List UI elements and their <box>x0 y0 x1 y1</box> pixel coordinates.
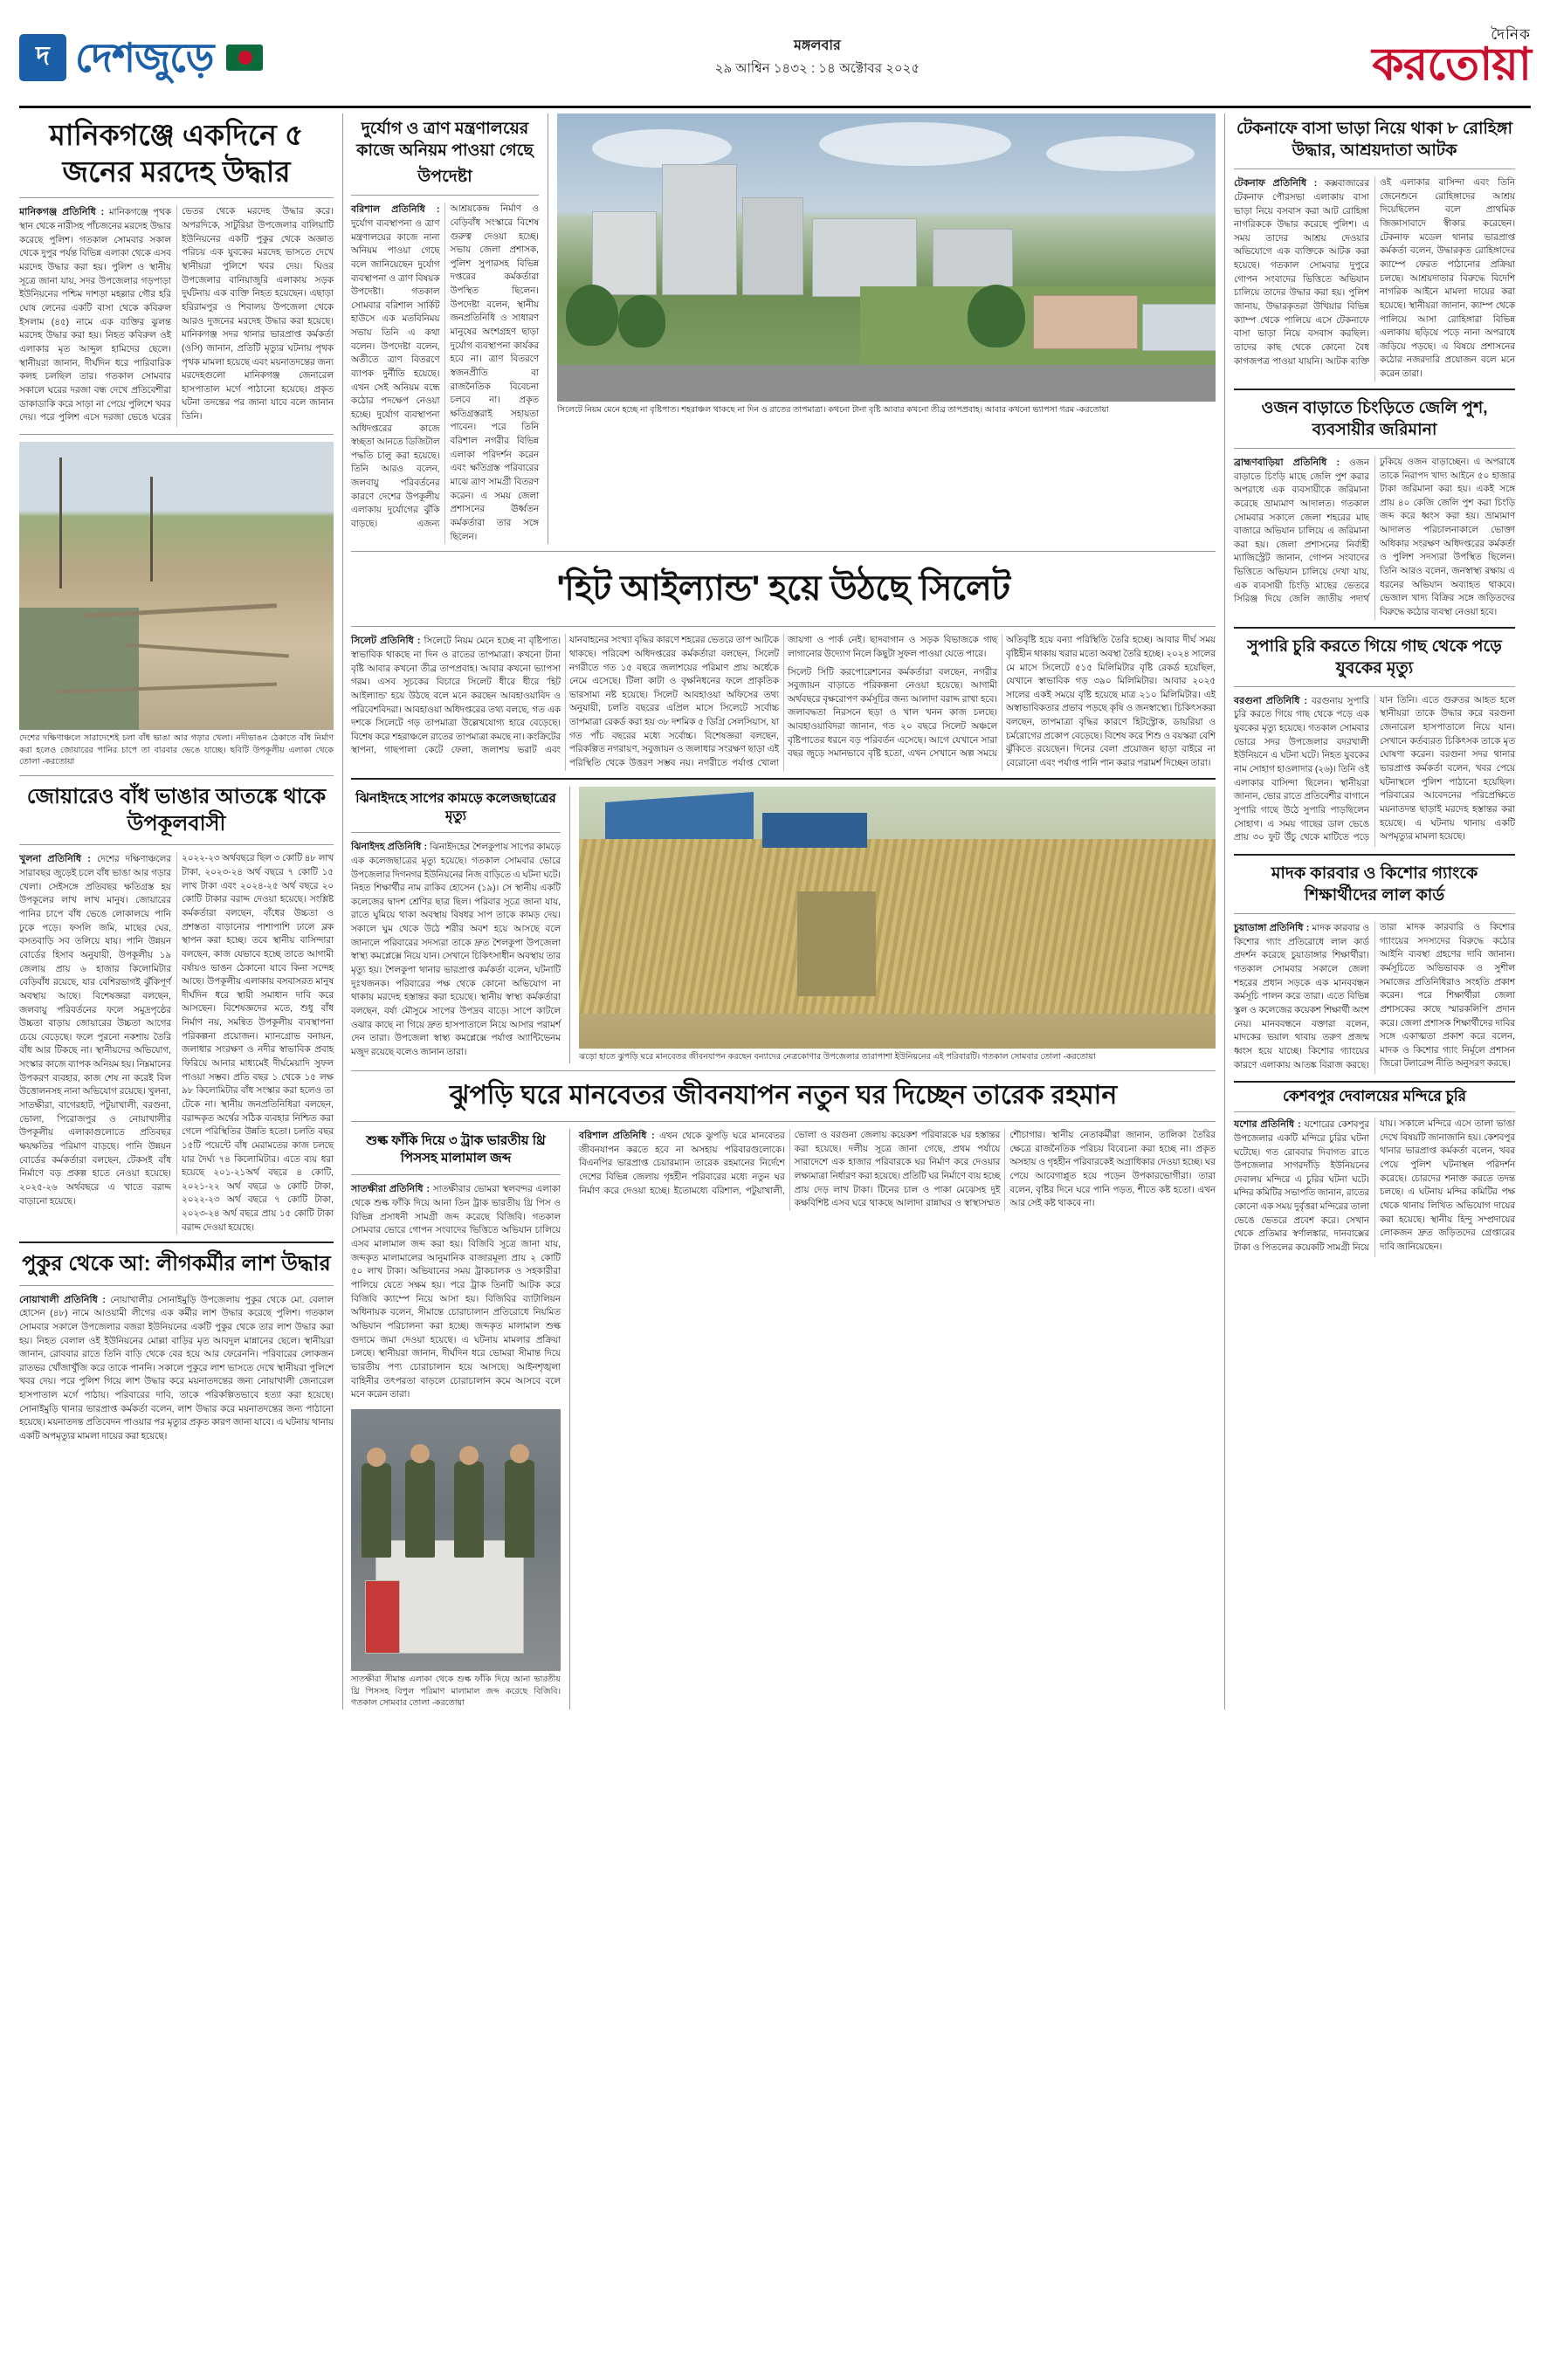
hut-living-photo <box>579 787 1216 1049</box>
second-body-text: দেশের দক্ষিণাঞ্চলের সারাবছর জুড়েই চলে বাঁধ ভাঙা আর গড়ার খেলা। সেইসঙ্গে প্রতিবছর ক্ষতিগ্রস্ত হয় উপকূলের লাখ লাখ মানুষ। জোয়ারের পানির চাপে বাঁধ ভেঙে লোকালয়ে পানি ঢুকে পড়ে। ফসলি জমি, মাছের ঘের, বসতবাড়ি সব তলিয়ে যায়। পানি উন্নয়ন বোর্ডের হিসাব অনুযায়ী, উপকূলীয় ১৯ জেলায় প্রায় ৬ হাজার কিলোমিটার বেড়িবাঁধ রয়েছে, যার বেশিরভাগই ঝুঁকিপূর্ণ অবস্থায় আছে। বিশেষজ্ঞরা বলছেন, জলবায়ু পরিবর্তনের ফলে সমুদ্রপৃষ্ঠের উচ্চতা বাড়ায় জোয়ারের উচ্চতা আগের চেয়ে বেড়েছে। ফলে পুরনো নকশায় তৈরি বাঁধ আর টিকছে না। স্থানীয়দের অভিযোগ, সংস্কার কাজে ব্যাপক অনিয়ম হয়। নিম্নমানের উপকরণ ব্যবহার, কাজ শেষ না করেই বিল উত্তোলনসহ নানা অভিযোগ রয়েছে। খুলনা, সাতক্ষীরা, বাগেরহাট, পটুয়াখালী, বরগুনা, ভোলা, পিরোজপুর ও নোয়াখালীর উপকূলীয় এলাকাগুলোতে প্রতিবছর ক্ষয়ক্ষতির পরিমাণ বাড়ছে। পানি উন্নয়ন বোর্ডের কর্মকর্তারা বলছেন, টেকসই বাঁধ নির্মাণে বড় প্রকল্প হাতে নেওয়া হয়েছে। ২০২৫-২৬ অর্থবছরে এ খাতে বরাদ্দ বাড়ানো হয়েছে। <box>19 855 171 1207</box>
lead-byline: মানিকগঞ্জ প্রতিনিধি : <box>19 207 105 218</box>
second-body-text-2: ২০২২-২৩ অর্থবছরে ছিল ৩ কোটি ৪৮ লাখ টাকা, ২০২৩-২৪ অর্থ বছরে ৭ কোটি ১৫ লাখ টাকা এবং ২০২৪-২৫ অর্থ বছরে ২০ কোটি টাকার বরাদ্দ দেওয়া হয়েছে। সংশ্লিষ্ট কর্মকর্তারা বলছেন, বাঁধের উচ্চতা ও প্রশস্ততা বাড়ানোর পাশাপাশি ঢালে ব্লক স্থাপন করা হচ্ছে। তবে স্থানীয় বাসিন্দারা বলছেন, কাজ যেভাবে হচ্ছে তাতে আগামী বর্ষায়ও ভাঙন ঠেকানো যাবে কিনা সন্দেহ আছে। উপকূলীয় এলাকায় বসবাসরত মানুষ দীর্ঘদিন ধরে স্থায়ী সমাধান দাবি করে আসছেন। বিশেষজ্ঞদের মতে, শুধু বাঁধ নির্মাণ নয়, সমন্বিত উপকূলীয় ব্যবস্থাপনা পরিকল্পনা প্রয়োজন। ম্যানগ্রোভ বনায়ন, জলাধার সংরক্ষণ ও নদীর স্বাভাবিক প্রবাহ ফিরিয়ে আনার মাধ্যমেই দীর্ঘমেয়াদি সুফল পাওয়া সম্ভব। প্রতি বছর ১ থেকে ১৫ লক্ষ ৯৮ কিলোমিটার বাঁধ সংস্কার করা হলেও তা টেকে না। স্থানীয় জনপ্রতিনিধিরা বলছেন, বরাদ্দকৃত অর্থের সঠিক ব্যবহার নিশ্চিত করা গেলে পরিস্থিতির উন্নতি হতো। চলতি বছর ১৫টি পয়েন্টে বাঁধ মেরামতের কাজ চলছে যার দৈর্ঘ্য ৭৪ কিলোমিটার। এতে ব্যয় ধরা হয়েছে ২০১-২১অর্থ বছরে ৪ কোটি, ২০২১-২২ অর্থ বছরে ৬ কোটি টাকা, ২০২২-২৩ অর্থ বছরে ৭ কোটি টাকা, ২০২৩-২৪ অর্থ বছরে প্রায় ১৫ কোটি টাকা বরাদ্দ দেওয়া হয়েছে। <box>182 854 334 1233</box>
seized-goods-caption: সাতক্ষীরা সীমান্ত এলাকা থেকে শুল্ক ফাঁকি দিয়ে আনা ভারতীয় থ্রি পিসসহ বিপুল পরিমাণ মালামাল জব্দ করেছে বিজিবি। গতকাল সোমবার তোলা -করতোয়া <box>351 1674 561 1709</box>
snake-byline: ঝিনাইদহ প্রতিনিধি : <box>351 842 428 853</box>
tarek-housing-body-text: এখন থেকে ঝুপড়ি ঘরে মানবেতর জীবনযাপন করতে হবে না অসহায় পরিবারগুলোকে। বিএনপির ভারপ্রাপ্ত চেয়ারম্যান তারেক রহমানের নির্দেশে দেশের বিভিন্ন জেলায় গৃহহীন পরিবারের মধ্যে নতুন ঘর নির্মাণ করে দেওয়া হচ্ছে। ইতোমধ্যে বরিশাল, পটুয়াখালী, ভোলা ও বরগুনা জেলায় কয়েকশ পরিবারকে ঘর হস্তান্তর করা হয়েছে। দলীয় সূত্রে জানা গেছে, প্রথম পর্যায়ে সারাদেশে এক হাজার পরিবারকে ঘর নির্মাণ করে দেওয়ার লক্ষ্যমাত্রা নির্ধারণ করা হয়েছে। প্রতিটি ঘর নির্মাণে ব্যয় হচ্ছে প্রায় দেড় লাখ টাকা। টিনের চাল ও পাকা মেঝেসহ দুই কক্ষবিশিষ্ট এসব ঘরে থাকছে আলাদা রান্নাঘর ও স্বাস্থ্যসম্মত শৌচাগার। স্থানীয় নেতাকর্মীরা জানান, তালিকা তৈরির ক্ষেত্রে রাজনৈতিক পরিচয় বিবেচনা করা হচ্ছে না। প্রকৃত অসহায় ও গৃহহীন পরিবারকেই অগ্রাধিকার দেওয়া হচ্ছে। ঘর পেয়ে আবেগাপ্লুত হয়ে পড়েন উপকারভোগীরা। তারা বলেন, বৃষ্টির দিনে ঘরে পানি পড়ত, শীতে কষ্ট হতো। এখন আর সেই কষ্ট থাকবে না। <box>579 1130 1216 1209</box>
temple-theft-byline: যশোর প্রতিনিধি : <box>1234 1119 1301 1131</box>
weekday: মঙ্গলবার <box>794 38 841 54</box>
temple-theft-body <box>1234 1118 1515 1256</box>
snake-body <box>351 840 561 1059</box>
tarek-housing-byline: বরিশাল প্রতিনিধি : <box>579 1130 655 1141</box>
paper-name: করতোয়া <box>1372 39 1531 90</box>
temple-theft-headline: কেশবপুর দেবালয়ের মন্দিরে চুরি <box>1234 1081 1515 1112</box>
red-card-body-text: মাদক কারবার ও কিশোর গ্যাং প্রতিরোধে লাল কার্ড প্রদর্শন করেছে চুয়াডাঙ্গার শিক্ষার্থীরা। গতকাল সোমবার সকালে জেলা শহরের প্রধান সড়কে এক মানববন্ধন কর্মসূচি পালন করে তারা। এতে বিভিন্ন স্কুল ও কলেজের কয়েকশ শিক্ষার্থী অংশ নেয়। মানববন্ধনে বক্তারা বলেন, মাদকের ভয়াল থাবায় তরুণ প্রজন্ম ধ্বংস হয়ে যাচ্ছে। কিশোর গ্যাংয়ের কারণে এলাকায় আতঙ্ক বিরাজ করছে। তারা মাদক কারবারি ও কিশোর গ্যাংয়ের সদস্যদের বিরুদ্ধে কঠোর আইনি ব্যবস্থা গ্রহণের দাবি জানান। কর্মসূচিতে অভিভাবক ও সুশীল সমাজের প্রতিনিধিরাও সংহতি প্রকাশ করেন। পরে শিক্ষার্থীরা জেলা প্রশাসকের কাছে স্মারকলিপি প্রদান করে। জেলা প্রশাসক শিক্ষার্থীদের দাবির সঙ্গে একাত্মতা প্রকাশ করে বলেন, মাদক ও কিশোর গ্যাং নির্মূলে প্রশাসন জিরো টলারেন্স নীতি অনুসরণ করছে। <box>1234 923 1515 1070</box>
rohingya-body <box>1234 176 1515 382</box>
masthead <box>19 16 1531 108</box>
rohingya-headline: টেকনাফে বাসা ভাড়া নিয়ে থাকা ৮ রোহিঙ্গা উদ্ধার, আশ্রয়দাতা আটক <box>1236 120 1513 161</box>
third-byline: নোয়াখালী প্রতিনিধি : <box>19 1294 106 1305</box>
right-column <box>1224 113 1515 1709</box>
middle-column <box>342 113 1216 1709</box>
masthead-date-block <box>715 34 920 80</box>
lead-body-text: মানিকগঞ্জে পৃথক স্থান থেকে নারীসহ পাঁচজনের মরদেহ উদ্ধার করেছে পুলিশ। গতকাল সোমবার সকাল থেকে দুপুর পর্যন্ত বিভিন্ন এলাকা থেকে এসব মরদেহ উদ্ধার করা হয়। পুলিশ ও স্থানীয় সূত্রে জানা যায়, সদর উপজেলার গড়পাড়া ইউনিয়নের পশ্চিম দাশড়া মহল্লার গৌর হরি ঘোষ লেনের একটি বাসা থেকে কবিরুল ইসলাম (৪৫) নামে এক ব্যক্তির ঝুলন্ত মরদেহ উদ্ধার করা হয়। নিহত কবিরুল ওই এলাকার মৃত আব্দুল হামিদের ছেলে। স্থানীয়রা জানান, দীর্ঘদিন ধরে পারিবারিক কলহ চলছিল তার। গতকাল সোমবার সকালে ঘরের দরজা বন্ধ দেখে প্রতিবেশীরা ডাকাডাকি করে সাড়া না পেয়ে পুলিশে খবর দেয়। পরে পুলিশ এসে দরজা ভেঙে ঘরের ভেতর থেকে মরদেহ উদ্ধার করে। অপরদিকে, সাটুরিয়া উপজেলার বালিয়াটি ইউনিয়নের একটি পুকুর থেকে অজ্ঞাত পরিচয় এক যুবকের মরদেহ ভাসতে দেখে স্থানীয়রা পুলিশে খবর দেয়। ঘিওর উপজেলার বানিয়াজুরি এলাকায় সড়ক দুর্ঘটনায় এক ব্যক্তি নিহত হয়েছেন। এছাড়া হরিরামপুর ও শিবালয় উপজেলা থেকে আরও দুজনের মরদেহ উদ্ধার করা হয়েছে। মানিকগঞ্জ সদর থানার ভারপ্রাপ্ত কর্মকর্তা (ওসি) জানান, প্রতিটি মৃত্যুর ঘটনায় পৃথক পৃথক মামলা হয়েছে এবং ময়নাতদন্তের জন্য মরদেহগুলো মানিকগঞ্জ জেনারেল হাসপাতাল মর্গে পাঠানো হয়েছে। প্রকৃত ঘটনা তদন্তের পর জানা যাবে বলে জানান তিনি। <box>19 207 334 423</box>
tarek-housing-headline: ঝুপড়ি ঘরে মানবেতর জীবনযাপন নতুন ঘর দিচ্ছেন তারেক রহমান <box>449 1081 1118 1111</box>
temple-theft-body-text: যশোরের কেশবপুর উপজেলার একটি মন্দিরে চুরির ঘটনা ঘটেছে। গত রোববার দিবাগত রাতে উপজেলার সাগরদাঁড়ি ইউনিয়নের দেবালয় মন্দিরে এ চুরির ঘটনা ঘটে। মন্দির কমিটির সভাপতি জানান, রাতের কোনো এক সময় দুর্বৃত্তরা মন্দিরের তালা ভেঙে ভেতরে প্রবেশ করে। সেখান থেকে প্রতিমার স্বর্ণালঙ্কার, দানবাক্সের টাকা ও পিতলের কয়েকটি সামগ্রী নিয়ে যায়। সকালে মন্দিরে এসে তালা ভাঙা দেখে বিষয়টি জানাজানি হয়। কেশবপুর থানার ভারপ্রাপ্ত কর্মকর্তা বলেন, খবর পেয়ে পুলিশ ঘটনাস্থল পরিদর্শন করেছে। চোরদের শনাক্ত করতে তদন্ত চলছে। এ ঘটনায় মন্দির কমিটির পক্ষ থেকে থানায় লিখিত অভিযোগ দায়ের করা হয়েছে। স্থানীয় হিন্দু সম্প্রদায়ের লোকজন দ্রুত জড়িতদের গ্রেপ্তারের দাবি জানিয়েছেন। <box>1234 1119 1515 1254</box>
second-headline: জোয়ারেও বাঁধ ভাঙার আতঙ্কে থাকে উপকূলবাসী <box>26 785 327 836</box>
third-article-body <box>19 1293 334 1444</box>
snake-story <box>351 787 561 1064</box>
river-erosion-photo <box>19 442 334 730</box>
betelnut-fall-body-text: বরগুনায় সুপারি চুরি করতে গিয়ে গাছ থেকে পড়ে এক যুবকের মৃত্যু হয়েছে। গতকাল সোমবার ভোরে সদর উপজেলার বদরখালী ইউনিয়নে এ ঘটনা ঘটে। নিহত যুবকের নাম সোহাগ হাওলাদার (২৬)। তিনি ওই এলাকার বাসিন্দা ছিলেন। স্থানীয়রা জানান, ভোর রাতে প্রতিবেশীর বাগানে সুপারি গাছে উঠে সুপারি পাড়ছিলেন সোহাগ। এ সময় গাছের ডাল ভেঙে প্রায় ৩০ ফুট উঁচু থেকে মাটিতে পড়ে যান তিনি। এতে গুরুতর আহত হলে স্থানীয়রা তাকে উদ্ধার করে বরগুনা জেনারেল হাসপাতালে নিয়ে যান। সেখানে কর্তব্যরত চিকিৎসক তাকে মৃত ঘোষণা করেন। বরগুনা সদর থানার ভারপ্রাপ্ত কর্মকর্তা বলেন, খবর পেয়ে ঘটনাস্থলে পুলিশ পাঠানো হয়েছিল। পরিবারের আবেদনের পরিপ্রেক্ষিতে ময়নাতদন্ত ছাড়াই মরদেহ হস্তান্তর করা হয়েছে। এ ঘটনায় থানায় একটি অপমৃত্যুর মামলা হয়েছে। <box>1234 695 1515 843</box>
shrimp-jelly-body-text: ওজন বাড়াতে চিংড়ি মাছে জেলি পুশ করার অপরাধে এক ব্যবসায়ীকে জরিমানা করেছে ভ্রাম্যমাণ আদালত। গতকাল সোমবার সকালে জেলা শহরের মাছ বাজারে অভিযান চালিয়ে এ জরিমানা করা হয়। জেলা প্রশাসনের নির্বাহী ম্যাজিস্ট্রেট জানান, গোপন সংবাদের ভিত্তিতে অভিযান চালিয়ে দেখা যায়, এক ব্যবসায়ী চিংড়ি মাছের ভেতরে সিরিঞ্জ দিয়ে জেলি জাতীয় পদার্থ ঢুকিয়ে ওজন বাড়াচ্ছেন। এ অপরাধে তাকে নিরাপদ খাদ্য আইনে ৫০ হাজার টাকা জরিমানা করা হয়। একই সঙ্গে প্রায় ৪০ কেজি জেলি পুশ করা চিংড়ি জব্দ করে ধ্বংস করা হয়। ভ্রাম্যমাণ আদালত পরিচালনাকালে ভোক্তা অধিকার সংরক্ষণ অধিদপ্তরের কর্মকর্তা ও পুলিশ সদস্যরা উপস্থিত ছিলেন। তিনি আরও বলেন, জনস্বাস্থ্য রক্ষায় এ ধরনের অভিযান অব্যাহত থাকবে। ভেজাল খাদ্য বিক্রির সঙ্গে জড়িতদের বিরুদ্ধে কঠোর ব্যবস্থা নেওয়া হবে। <box>1234 457 1515 617</box>
seizure-story <box>351 1129 561 1709</box>
flag-icon <box>226 45 263 71</box>
left-column <box>19 113 334 1709</box>
red-card-byline: চুয়াডাঙ্গা প্রতিনিধি : <box>1234 923 1310 934</box>
hut-photo-caption: ঝড়ো হাতে ঝুপড়ি ঘরে মানবেতর জীবনযাপন করছেন বন্যাদের নেত্রকোণার উপজেলার তারাপাশা ইউনিয়নের এই পরিবারটি। গতকাল সোমবার তোলা -করতোয়া <box>579 1051 1096 1062</box>
masthead-right <box>1372 26 1531 90</box>
third-headline: পুকুর থেকে আ: লীগকর্মীর লাশ উদ্ধার <box>22 1252 331 1276</box>
seizure-body <box>351 1182 561 1401</box>
date-line: ২৯ আশ্বিন ১৪৩২ : ১৪ অক্টোবর ২০২৫ <box>714 61 920 77</box>
lead-article-body <box>19 205 334 426</box>
seizure-byline: সাতক্ষীরা প্রতিনিধি : <box>351 1184 431 1195</box>
rohingya-byline: টেকনাফ প্রতিনিধি : <box>1234 178 1318 189</box>
shrimp-jelly-headline: ওজন বাড়াতে চিংড়িতে জেলি পুশ, ব্যবসায়ীর জরিমানা <box>1261 398 1488 439</box>
river-photo-caption: দেশের দক্ষিণাঞ্চলে সারাদেশেই চলা বাঁধ ভাঙা আর গড়ার খেলা। নদীভাঙন ঠেকাতে বাঁধ নির্মাণ করা হলেও জোয়ারের পানির চাপে তা বারবার ভেঙে যাচ্ছে। ছবিটি উপকূলীয় এলাকা থেকে তোলা -করতোয়া <box>19 733 334 767</box>
heat-island-body-text: সিলেটে নিয়ম মেনে হচ্ছে না বৃষ্টিপাত। স্বাভাবিক থাকছে না দিন ও রাতের তাপমাত্রা। কখনো টানা বৃষ্টি আবার কখনো তীব্র তাপপ্রবাহ। আবার কখনো ভ্যাপসা গরম। এসব সূচকের বিচারে সিলেট ধীরে ধীরে 'হিট আইল্যান্ড' হয়ে উঠছে বলে মনে করছেন আবহাওয়াবিদ ও পরিবেশবিদরা। আবহাওয়া অধিদপ্তরের তথ্য বলছে, গত এক দশকে সিলেটে গড় তাপমাত্রা উল্লেখযোগ্য হারে বেড়েছে। বিশেষ করে শহরাঞ্চলে রাতের তাপমাত্রা কমছে না। কংক্রিটের স্থাপনা, গাছপালা কেটে ফেলা, জলাশয় ভরাট এবং যানবাহনের সংখ্যা বৃদ্ধির কারণে শহরের ভেতরে তাপ আটকে থাকছে। পরিবেশ অধিদপ্তরের কর্মকর্তারা বলছেন, সিলেট নগরীতে গত ১৫ বছরে জলাশয়ের পরিমাণ প্রায় অর্ধেকে নেমে এসেছে। টিলা কাটা ও বৃক্ষনিধনের ফলে প্রাকৃতিক ভারসাম্য নষ্ট হয়েছে। সিলেট আবহাওয়া অফিসের তথ্য অনুযায়ী, চলতি বছরের এপ্রিল মাসে সিলেটে সর্বোচ্চ তাপমাত্রা রেকর্ড করা হয় ৩৮ দশমিক ৫ ডিগ্রি সেলসিয়াস, যা গত পাঁচ বছরের মধ্যে সর্বোচ্চ। বিশেষজ্ঞরা বলছেন, পরিকল্পিত নগরায়ণ, সবুজায়ন ও জলাধার সংরক্ষণ ছাড়া এই পরিস্থিতি থেকে উত্তরণ সম্ভব নয়। নগরীতে পর্যাপ্ত খোলা জায়গা ও পার্ক নেই। ছাদবাগান ও সড়ক বিভাজকে গাছ লাগানোর উদ্যোগ নিলে কিছুটা সুফল পাওয়া যেতে পারে। <box>351 636 997 769</box>
rohingya-body-text: কক্সবাজারের টেকনাফ পৌরসভা এলাকায় বাসা ভাড়া নিয়ে বসবাস করা আট রোহিঙ্গা নাগরিককে উদ্ধার করেছে পুলিশ। এ সময় তাদের আশ্রয় দেওয়ার অভিযোগে এক ব্যক্তিকে আটক করা হয়েছে। গতকাল সোমবার দুপুরে গোপন সংবাদের ভিত্তিতে অভিযান চালিয়ে তাদের উদ্ধার করা হয়। পুলিশ জানায়, উদ্ধারকৃতরা উখিয়ার বিভিন্ন ক্যাম্প থেকে পালিয়ে এসে টেকনাফে বাসা ভাড়া নিয়ে বসবাস করছিল। তাদের কাছ থেকে কোনো বৈধ কাগজপত্র পাওয়া যায়নি। আটক ব্যক্তি ওই এলাকার বাসিন্দা এবং তিনি জেনেশুনে রোহিঙ্গাদের আশ্রয় দিয়েছিলেন বলে প্রাথমিক জিজ্ঞাসাবাদে স্বীকার করেছেন। টেকনাফ মডেল থানার ভারপ্রাপ্ত কর্মকর্তা বলেন, উদ্ধারকৃত রোহিঙ্গাদের ক্যাম্পে ফেরত পাঠানোর প্রক্রিয়া চলছে। আশ্রয়দাতার বিরুদ্ধে বিদেশি নাগরিক আইনে মামলা দায়ের করা হয়েছে। স্থানীয়রা জানান, ক্যাম্প থেকে পালিয়ে আসা রোহিঙ্গারা বিভিন্ন এলাকায় ছড়িয়ে পড়ে নানা অপরাধে জড়িয়ে পড়ছে। এ বিষয়ে প্রশাসনের কঠোর নজরদারি প্রয়োজন বলে মনে করেন তারা। <box>1234 178 1515 380</box>
heat-island-headline: 'হিট আইল্যান্ড' হয়ে উঠছে সিলেট <box>556 569 1010 609</box>
heat-island-body-text-2: সিলেট সিটি করপোরেশনের কর্মকর্তারা বলছেন, নগরীর সবুজায়ন বাড়াতে পরিকল্পনা নেওয়া হয়েছে। আগামী অর্থবছরে বৃক্ষরোপণ কর্মসূচির জন্য আলাদা বরাদ্দ রাখা হবে। জলাবদ্ধতা নিরসনে ছড়া ও খাল খনন কাজ চলছে। আবহাওয়াবিদরা জানান, গত ২০ বছরে সিলেট অঞ্চলে বৃষ্টিপাতের ধরনে বড় পরিবর্তন এসেছে। আগে যেখানে সারা বছর জুড়ে সমানভাবে বৃষ্টি হতো, এখন সেখানে অল্প সময়ে অতিবৃষ্টি হয়ে বন্যা পরিস্থিতি তৈরি হচ্ছে। আবার দীর্ঘ সময় বৃষ্টিহীন থাকায় খরার মতো অবস্থা তৈরি হচ্ছে। ২০২৪ সালের মে মাসে সিলেটে ৫১৫ মিলিমিটার বৃষ্টি রেকর্ড হয়েছিল, যেখানে স্বাভাবিক গড় ৩৯০ মিলিমিটার। আবার ২০২৫ সালের একই সময়ে বৃষ্টি হয়েছে মাত্র ২১০ মিলিমিটার। এই অস্বাভাবিকতার প্রভাব পড়ছে কৃষি ও জনস্বাস্থ্যে। চিকিৎসকরা বলছেন, তাপমাত্রা বৃদ্ধির কারণে হিটস্ট্রোক, ডায়রিয়া ও চর্মরোগের প্রকোপ বেড়েছে। বিশেষ করে শিশু ও বয়স্করা বেশি ঝুঁকিতে রয়েছেন। দিনের বেলা প্রয়োজন ছাড়া বাইরে না বেরোনো এবং পর্যাপ্ত পানি পান করার পরামর্শ দিচ্ছেন তারা। <box>788 636 1216 769</box>
betelnut-fall-byline: বরগুনা প্রতিনিধি : <box>1234 695 1308 706</box>
heat-island-body <box>351 634 1216 770</box>
page-content <box>19 113 1531 1709</box>
heat-island-byline: সিলেট প্রতিনিধি : <box>351 636 421 647</box>
city-photo-block <box>548 113 1216 544</box>
section-brand: দেশজুড়ে <box>75 34 214 80</box>
shrimp-jelly-byline: ব্রাহ্মণবাড়িয়া প্রতিনিধি : <box>1234 457 1340 468</box>
relief-body <box>351 203 539 544</box>
seizure-body-text: সাতক্ষীরার ভোমরা স্থলবন্দর এলাকা থেকে শুল্ক ফাঁকি দিয়ে আনা তিন ট্রাক ভারতীয় থ্রি পিস ও বিভিন্ন প্রসাধনী সামগ্রী জব্দ করেছে বিজিবি। গতকাল সোমবার ভোরে গোপন সংবাদের ভিত্তিতে অভিযান চালিয়ে এসব মালামাল জব্দ করা হয়। বিজিবি সূত্রে জানা যায়, জব্দকৃত মালামালের আনুমানিক বাজারমূল্য প্রায় ২ কোটি ৫০ লাখ টাকা। অভিযানের সময় ট্রাকচালক ও সহকারীরা পালিয়ে যেতে সক্ষম হয়। পরে ট্রাক তিনটি আটক করে বিজিবি ক্যাম্পে নিয়ে আসা হয়। বিজিবির ব্যাটালিয়ন অধিনায়ক বলেন, সীমান্তে চোরাচালান প্রতিরোধে নিয়মিত অভিযান পরিচালনা করা হচ্ছে। জব্দকৃত মালামাল শুল্ক গুদামে জমা দেওয়া হয়েছে। এ ঘটনায় মামলার প্রক্রিয়া চলছে। স্থানীয়রা জানান, দীর্ঘদিন ধরে ভোমরা সীমান্ত দিয়ে ভারতীয় পণ্য চোরাচালান হয়ে আসছে। আইনশৃঙ্খলা বাহিনীর তৎপরতা বাড়লে চোরাচালান কমে আসবে বলে মনে করেন তারা। <box>351 1185 561 1400</box>
relief-ministry-story <box>351 113 539 544</box>
betelnut-fall-headline: সুপারি চুরি করতে গিয়ে গাছ থেকে পড়ে যুবকের মৃত্যু <box>1247 636 1502 678</box>
third-body-text: নোয়াখালীর সোনাইমুড়ি উপজেলায় পুকুর থেকে মো. বেলাল হোসেন (৪৮) নামে আওয়ামী লীগের এক কর্মীর লাশ উদ্ধার করেছে পুলিশ। গতকাল সোমবার সকালে উপজেলার বজরা ইউনিয়নের একটি পুকুর থেকে তার লাশ উদ্ধার করা হয়। নিহত বেলাল ওই ইউনিয়নের মোল্লা বাড়ির মৃত আবদুল মান্নানের ছেলে। স্থানীয়রা জানান, রোববার রাতে তিনি বাড়ি থেকে বের হয়ে আর ফেরেননি। পরিবারের লোকজন রাতভর খোঁজাখুঁজি করে তাকে পাননি। সকালে পুকুরে লাশ ভাসতে দেখে স্থানীয়রা পুলিশে খবর দেয়। পরে পুলিশ গিয়ে লাশ উদ্ধার করে ময়নাতদন্তের জন্য নোয়াখালী জেনারেল হাসপাতাল মর্গে পাঠায়। পরিবারের দাবি, তাকে পরিকল্পিতভাবে হত্যা করা হয়েছে। সোনাইমুড়ি থানার ভারপ্রাপ্ত কর্মকর্তা বলেন, লাশ উদ্ধার করে ময়নাতদন্তের জন্য পাঠানো হয়েছে। ময়নাতদন্ত প্রতিবেদন পাওয়ার পর মৃত্যুর প্রকৃত কারণ জানা যাবে। এ ঘটনায় থানায় একটি অপমৃত্যুর মামলা দায়ের করা হয়েছে। <box>19 1295 334 1442</box>
relief-kicker: দুর্যোগ ও ত্রাণ মন্ত্রণালয়ের কাজে অনিয়ম পাওয়া গেছে <box>356 120 534 161</box>
snake-body-text: ঝিনাইদহের শৈলকুপায় সাপের কামড়ে এক কলেজছাত্রের মৃত্যু হয়েছে। গতকাল সোমবার ভোরে উপজেলার দিগনগর ইউনিয়নের নিজ বাড়িতে এ ঘটনা ঘটে। নিহত শিক্ষার্থীর নাম রাকিব হোসেন (১৯)। সে স্থানীয় একটি কলেজের দ্বাদশ শ্রেণির ছাত্র ছিল। পরিবার সূত্রে জানা যায়, রাতে ঘুমিয়ে থাকা অবস্থায় বিষধর সাপ তাকে কামড় দেয়। সকালে ঘুম থেকে উঠে শরীর অবশ হয়ে আসছে বলে জানালে পরিবারের সদস্যরা তাকে দ্রুত শৈলকুপা উপজেলা স্বাস্থ্য কমপ্লেক্সে নিয়ে যান। সেখানে চিকিৎসাধীন অবস্থায় তার মৃত্যু হয়। শৈলকুপা থানার ভারপ্রাপ্ত কর্মকর্তা বলেন, ঘটনাটি দুঃখজনক। পরিবারের পক্ষ থেকে কোনো অভিযোগ না থাকায় মরদেহ হস্তান্তর করা হয়েছে। স্থানীয় স্বাস্থ্য কর্মকর্তারা বলছেন, বর্ষা মৌসুমে সাপের উপদ্রব বাড়ে। সাপে কাটলে ওঝার কাছে না গিয়ে দ্রুত হাসপাতালে নিয়ে আসার পরামর্শ দেন তারা। উপজেলা স্বাস্থ্য কমপ্লেক্সে পর্যাপ্ত অ্যান্টিভেনম মজুদ রয়েছে বলেও জানান তারা। <box>351 843 561 1057</box>
paper-prefix: দৈনিক <box>1491 26 1531 43</box>
tarek-housing-body <box>579 1129 1216 1211</box>
relief-kicker-2: উপদেষ্টা <box>417 168 472 187</box>
seized-goods-photo <box>351 1409 561 1671</box>
masthead-left <box>19 34 263 81</box>
shrimp-jelly-body <box>1234 456 1515 620</box>
city-photo-caption: সিলেটে নিয়ম মেনে হচ্ছে না বৃষ্টিপাত। শহরাঞ্চল থাকছে না দিন ও রাতের তাপমাত্রা। কথনো টানা বৃষ্টি আবার কখনো তীব্র তাপপ্রবাহ। আবার কখনো ভ্যাপসা গরম -করতোয়া <box>557 405 1109 415</box>
relief-byline: বরিশাল প্রতিনিধি : <box>351 204 440 216</box>
hut-photo-block <box>569 787 1216 1064</box>
sylhet-cityscape-photo <box>557 113 1216 402</box>
snake-kicker: ঝিনাইদহে সাপের কামড়ে কলেজছাত্রের মৃত্যু <box>355 790 556 823</box>
seizure-kicker: শুল্ক ফাঁকি দিয়ে ৩ ট্রাক ভারতীয় থ্রি পিসসহ মালামাল জব্দ <box>366 1132 546 1166</box>
red-card-headline: মাদক কারবার ও কিশোর গ্যাংকে শিক্ষার্থীদের লাল কার্ড <box>1271 863 1478 905</box>
betelnut-fall-body <box>1234 694 1515 847</box>
relief-body-text: দুর্যোগ ব্যবস্থাপনা ও ত্রাণ মন্ত্রণালয়ের কাজে নানা অনিয়ম পাওয়া গেছে বলে জানিয়েছেন দুর্যোগ ব্যবস্থাপনা ও ত্রাণ বিষয়ক উপদেষ্টা। গতকাল সোমবার বরিশাল সার্কিট হাউসে এক মতবিনিময় সভায় তিনি এ কথা বলেন। উপদেষ্টা বলেন, অতীতে ত্রাণ বিতরণে ব্যাপক দুর্নীতি হয়েছে। এখন সেই অনিয়ম বন্ধে কঠোর পদক্ষেপ নেওয়া হচ্ছে। দুর্যোগ ব্যবস্থাপনা অধিদপ্তরের কাজে স্বচ্ছতা আনতে ডিজিটাল পদ্ধতি চালু করা হয়েছে। তিনি আরও বলেন, জলবায়ু পরিবর্তনের কারণে দেশের উপকূলীয় এলাকায় দুর্যোগের ঝুঁকি বাড়ছে। এজন্য আশ্রয়কেন্দ্র নির্মাণ ও বেড়িবাঁধ সংস্কারে বিশেষ গুরুত্ব দেওয়া হচ্ছে। সভায় জেলা প্রশাসক, পুলিশ সুপারসহ বিভিন্ন দপ্তরের কর্মকর্তারা উপস্থিত ছিলেন। উপদেষ্টা বলেন, স্থানীয় জনপ্রতিনিধি ও সাধারণ মানুষের অংশগ্রহণ ছাড়া দুর্যোগ ব্যবস্থাপনা কার্যকর হবে না। ত্রাণ বিতরণে স্বজনপ্রীতি বা রাজনৈতিক বিবেচনা চলবে না। প্রকৃত ক্ষতিগ্রস্তরাই সহায়তা পাবেন। পরে তিনি বরিশাল নগরীর বিভিন্ন এলাকা পরিদর্শন করেন এবং ক্ষতিগ্রস্ত পরিবারের মাঝে ত্রাণ সামগ্রী বিতরণ করেন। এ সময় জেলা প্রশাসনের ঊর্ধ্বতন কর্মকর্তারা তার সঙ্গে ছিলেন। <box>351 204 539 542</box>
second-article-body <box>19 852 334 1235</box>
lead-headline: মানিকগঞ্জে একদিনে ৫ জনের মরদেহ উদ্ধার <box>49 119 304 189</box>
publication-logo-icon: দ <box>19 34 66 81</box>
red-card-body <box>1234 921 1515 1074</box>
second-byline: খুলনা প্রতিনিধি : <box>19 854 91 865</box>
tarek-housing-body-block <box>569 1129 1216 1709</box>
